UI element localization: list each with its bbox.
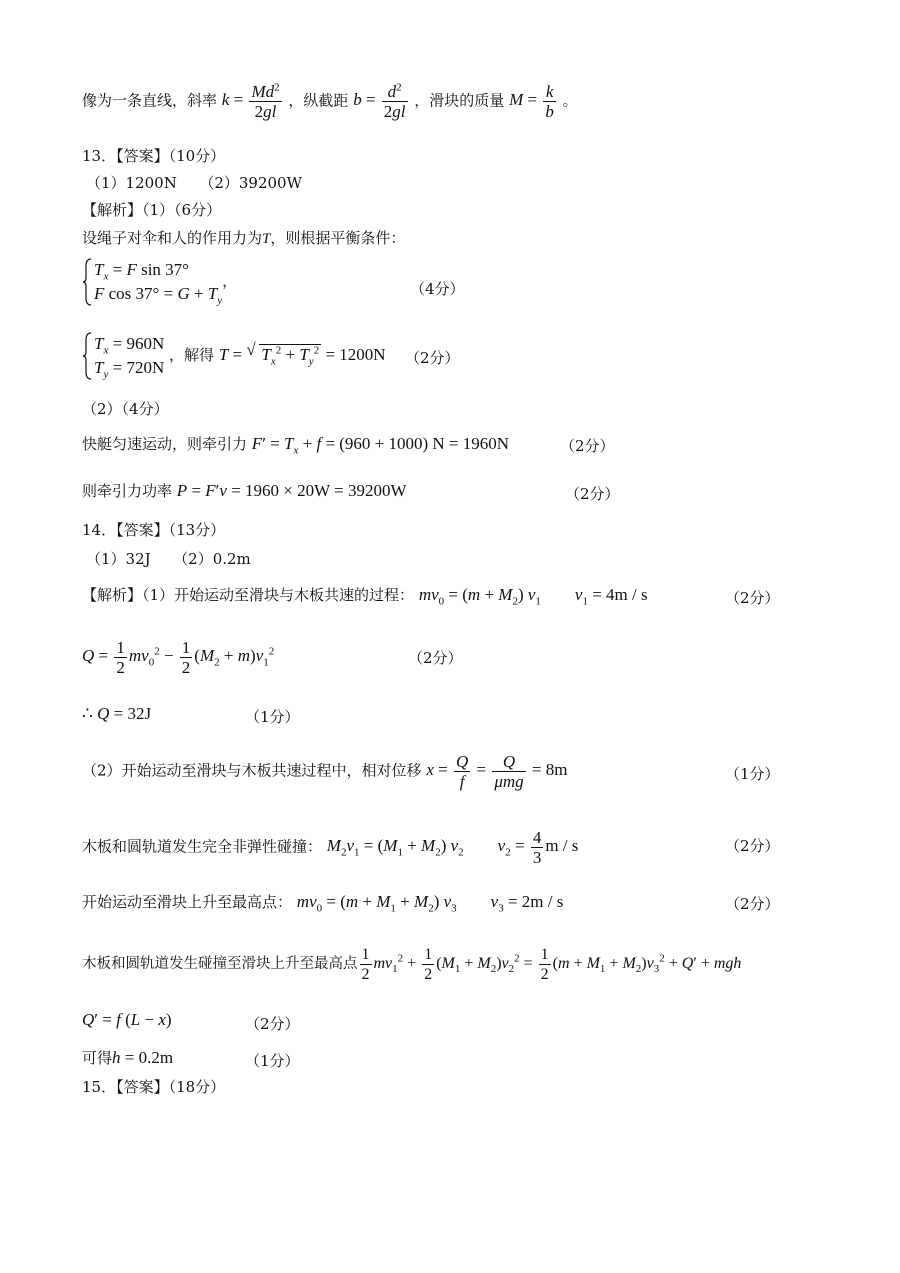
momentum-line: 【解析】（1）开始运动至滑块与木板共速的过程： $mv_0 = (m + M_2)$ $v_1$ $v_1 = 4m / s$: [82, 585, 648, 608]
score-4: （4分）: [410, 280, 465, 298]
score-2c: （2分）: [565, 485, 620, 503]
mass-formula: M = $\frac{k}{b}$: [509, 82, 554, 121]
slope-line: 像为一条直线，斜率 k = $\frac{Md^2}{2gl}$ ，纵截距 b = $\frac{d^2}{2gl}$ ，滑块的质量 M = $\frac{k}{b}$ 。: [82, 81, 578, 121]
height-result: 可得h = 0.2m: [82, 1048, 174, 1067]
score-q32: （1分）: [245, 708, 300, 726]
brace-icon: [82, 332, 92, 380]
heat-result: ∴ Q = 32J: [82, 704, 152, 723]
slope-formula: k = $\frac{Md^2}{2gl}$: [221, 81, 280, 121]
score-c: （2分）: [725, 837, 780, 855]
score-x: （1分）: [725, 765, 780, 783]
q13-analysis: 【解析】（1）（6分）: [82, 201, 222, 219]
q13-part2: （2）（4分）: [82, 400, 169, 418]
traction-force: 快艇匀速运动，则牵引力 $F' = T_x + f = (960 + 1000) N = 1960N$: [82, 434, 510, 457]
intercept-formula: b = $\frac{d^2}{2gl}$: [353, 81, 406, 121]
equilibrium-system: $T_x = F$ sin 37° F $\cos 37^\circ = G + T_y$ ，: [82, 258, 237, 306]
energy-line: 木板和圆轨道发生碰撞至滑块上升至最高点 $\frac{1}{2}$ $mv_1^2$ + $\frac{1}{2}$ $(M_1 + M_2)v_2^2$ = $\frac{1}{2}$ $(m + M_1 + M_2)v_3^2 + Q'$ + mgh: [82, 946, 742, 983]
score-res: （1分）: [245, 1052, 300, 1070]
highest-line: 开始运动至滑块上升至最高点： $mv_0 = (m + M_1 + M_2)$ $v_3$ $v_3 = 2m / s$: [82, 892, 564, 915]
collision-line: 木板和圆轨道发生完全非弹性碰撞： $M_2v_1 = (M_1 + M_2)$ $v_2$ $v_2$ = $\frac{4}{3}$ m / s: [82, 828, 579, 867]
brace-icon: [82, 258, 92, 306]
q15-header: 15．【答案】（18分）: [82, 1078, 226, 1096]
score-2a: （2分）: [405, 349, 460, 367]
score-q: （2分）: [408, 649, 463, 667]
q13-intro: 设绳子对伞和人的作用力为T，则根据平衡条件：: [82, 229, 406, 247]
heat-formula: Q = $\frac{1}{2}$ $mv_0^2$ − $\frac{1}{2}$ $(M_2 + m)v_1^2$: [82, 638, 275, 677]
q13-answers: （1）1200N （2）39200W: [86, 174, 303, 192]
score-qp: （2分）: [245, 1015, 300, 1033]
score-l1: （2分）: [725, 589, 780, 607]
score-h: （2分）: [725, 895, 780, 913]
traction-power: 则牵引力功率 P = F′v = 1960 × 20W = 39200W: [82, 481, 407, 500]
score-2b: （2分）: [560, 437, 615, 455]
q14-answers: （1）32J （2）0.2m: [86, 550, 251, 568]
heat-prime: Q′ = f (L − x): [82, 1010, 172, 1029]
q13-header: 13．【答案】（10分）: [82, 147, 226, 165]
q14-header: 14．【答案】（13分）: [82, 521, 226, 539]
tension-components: $T_x = 960N$ $T_y = 720N$ ，解得 T = √ $T_x^2 + T_y^2 = 1200N$: [82, 332, 386, 380]
relative-displacement: （2）开始运动至滑块与木板共速过程中，相对位移 x = $\frac{Q}{f}$ = Q μmg = 8m: [82, 752, 568, 791]
